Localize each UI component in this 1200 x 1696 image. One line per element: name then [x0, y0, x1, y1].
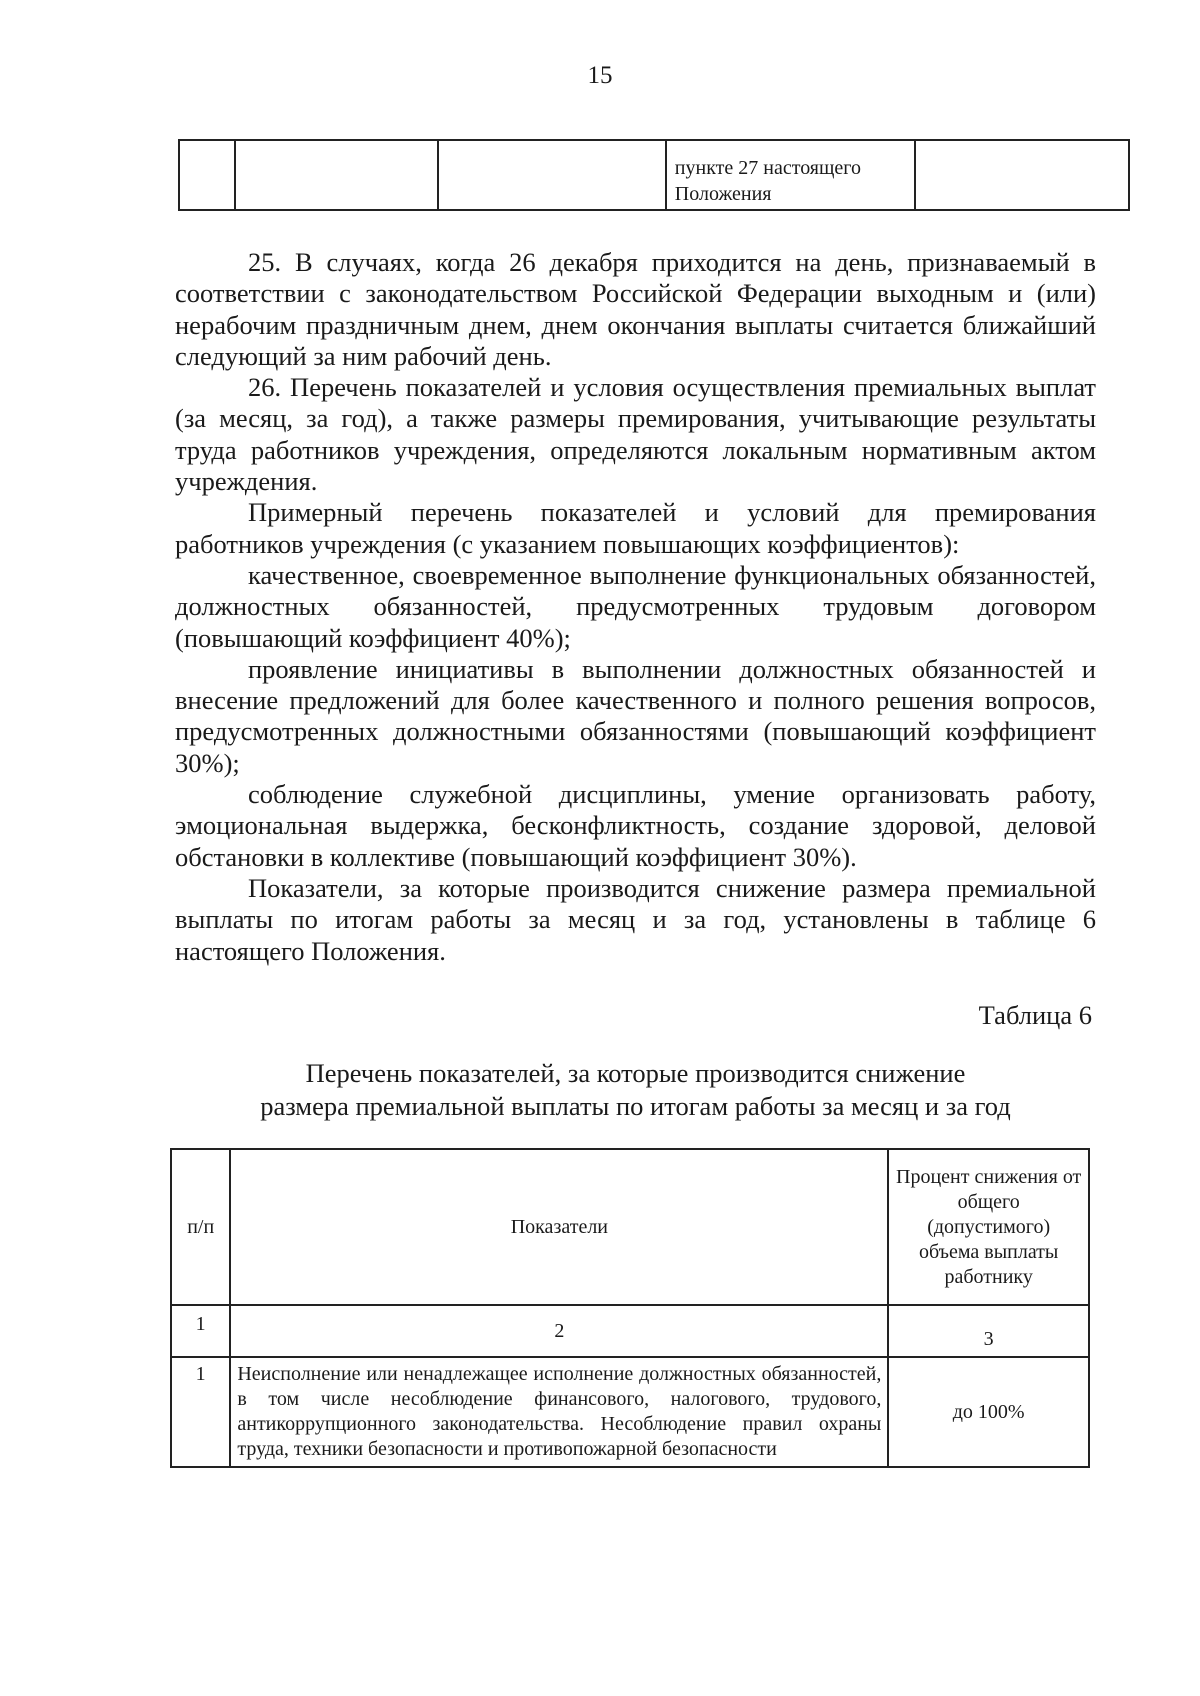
table-title-line: размера премиальной выплаты по итогам работы за месяц и за год	[260, 1091, 1011, 1121]
body-text	[175, 247, 1096, 967]
header-number: п/п	[171, 1149, 230, 1305]
column-number: 2	[230, 1305, 888, 1357]
table-header-row	[171, 1149, 1089, 1305]
table-cell	[235, 140, 439, 210]
table-title-line: Перечень показателей, за которые производится снижение	[305, 1058, 966, 1088]
reduction-table	[170, 1148, 1090, 1468]
header-indicators: Показатели	[230, 1149, 888, 1305]
continuation-table	[178, 139, 1130, 211]
row-number: 1	[171, 1357, 230, 1467]
table-cell	[438, 140, 665, 210]
row-indicator: Неисполнение или ненадлежащее исполнение должностных обязанностей, в том числе несоблюдение финансового, налогового, трудового, антикоррупционного законодательства. Несоблюдение правил охраны труда, техники безопасности и противопожарной безопасности	[230, 1357, 888, 1467]
table-cell	[915, 140, 1129, 210]
table-column-numbers-row	[171, 1305, 1089, 1357]
column-number: 3	[888, 1305, 1089, 1357]
table-row	[171, 1357, 1089, 1467]
row-percent: до 100%	[888, 1357, 1089, 1467]
table-row	[179, 140, 1129, 210]
table-cell	[179, 140, 235, 210]
paragraph-26: 26. Перечень показателей и условия осуществления премиальных выплат (за месяц, за год), а также размеры премирования, учитывающие результаты труда работников учреждения, определяются локальным нормативным актом учреждения.	[175, 372, 1096, 497]
paragraph-item-3: соблюдение служебной дисциплины, умение организовать работу, эмоциональная выдержка, бесконфликтность, создание здоровой, деловой обстановки в коллективе (повышающий коэффициент 30%).	[175, 779, 1096, 872]
paragraph-25: 25. В случаях, когда 26 декабря приходится на день, признаваемый в соответствии с законодательством Российской Федерации выходным и (или) нерабочим праздничным днем, днем окончания выплаты считается ближайший следующий за ним рабочий день.	[175, 247, 1096, 371]
paragraph-item-1: качественное, своевременное выполнение функциональных обязанностей, должностных обязанностей, предусмотренных трудовым договором (повышающий коэффициент 40%);	[175, 559, 1096, 653]
table-label: Таблица 6	[978, 1000, 1092, 1030]
table-cell: пункте 27 настоящего Положения	[666, 140, 915, 210]
paragraph-item-2: проявление инициативы в выполнении должностных обязанностей и внесение предложений для более качественного и полного решения вопросов, предусмотренных должностными обязанностями (повышающий коэффициент 30%);	[175, 653, 1096, 778]
table-title	[175, 1057, 1096, 1123]
paragraph-table-ref: Показатели, за которые производится снижение размера премиальной выплаты по итогам работы за месяц и за год, установлены в таблице 6 настоящего Положения.	[175, 872, 1096, 966]
header-percent: Процент снижения от общего (допустимого) объема выплаты работнику	[888, 1149, 1089, 1305]
page-number: 15	[587, 62, 613, 89]
column-number: 1	[171, 1305, 230, 1357]
paragraph-list-intro: Примерный перечень показателей и условий для премирования работников учреждения (с указанием повышающих коэффициентов):	[175, 497, 1096, 559]
